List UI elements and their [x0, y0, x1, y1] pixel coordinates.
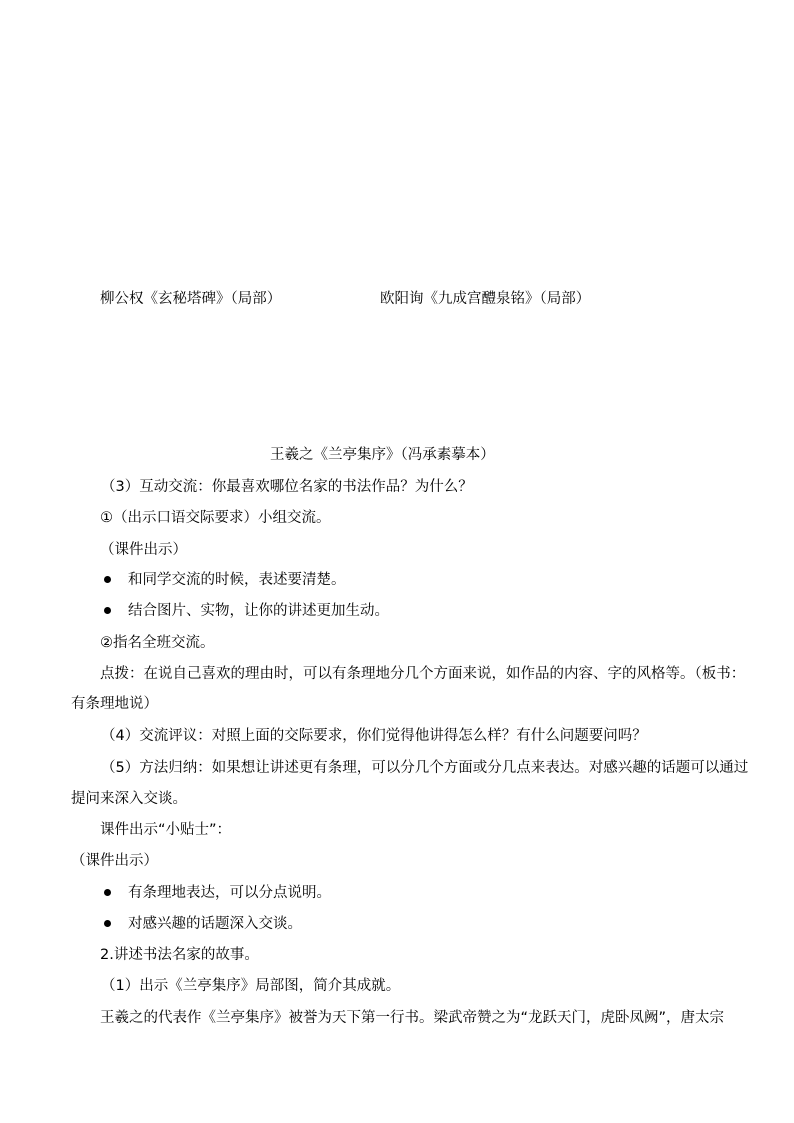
- bullet-item: 结合图片、实物，让你的讲述更加生动。: [128, 603, 389, 619]
- paragraph-tips-intro: 课件出示“小贴士”：: [100, 822, 232, 838]
- section-heading-story: 2.讲述书法名家的故事。: [100, 947, 259, 963]
- paragraph-courseware-show-2: （课件出示）: [71, 853, 158, 869]
- bullet-icon: [104, 576, 111, 583]
- paragraph-courseware-show-1: （课件出示）: [100, 542, 187, 558]
- paragraph-group-exchange: ①（出示口语交际要求）小组交流。: [100, 510, 331, 526]
- caption-wang-xizhi: 王羲之《兰亭集序》（冯承素摹本）: [270, 447, 495, 463]
- paragraph-interactive-exchange: （3）互动交流：你最喜欢哪位名家的书法作品？为什么？: [101, 479, 473, 495]
- bullet-icon: [104, 889, 111, 896]
- paragraph-evaluation: （4）交流评议：对照上面的交际要求，你们觉得他讲得怎么样？有什么问题要问吗？: [101, 728, 647, 744]
- paragraph-lanting-intro: （1）出示《兰亭集序》局部图，简介其成就。: [101, 978, 401, 994]
- paragraph-class-exchange: ②指名全班交流。: [100, 635, 215, 651]
- paragraph-hint-line2: 有条理地说）: [71, 696, 158, 712]
- paragraph-lanting-praise: 王羲之的代表作《兰亭集序》被誉为天下第一行书。梁武帝赞之为“龙跃天门，虎卧凤阙”，唐太宗: [100, 1010, 725, 1026]
- bullet-item: 有条理地表达，可以分点说明。: [128, 885, 331, 901]
- bullet-icon: [104, 920, 111, 927]
- caption-liu-gongquan: 柳公权《玄秘塔碑》（局部）: [100, 291, 282, 307]
- paragraph-method-line2: 提问来深入交谈。: [71, 791, 187, 807]
- caption-ouyang-xun: 欧阳询《九成宫醴泉铭》（局部）: [380, 291, 591, 307]
- bullet-item: 对感兴趣的话题深入交谈。: [128, 916, 302, 932]
- bullet-icon: [104, 607, 111, 614]
- paragraph-method-line1: （5）方法归纳：如果想让讲述更有条理，可以分几个方面或分几点来表达。对感兴趣的话题可以通过: [101, 760, 749, 776]
- bullet-item: 和同学交流的时候，表述要清楚。: [128, 572, 346, 588]
- paragraph-hint-line1: 点拨：在说自己喜欢的理由时，可以有条理地分几个方面来说，如作品的内容、字的风格等。（板书：: [100, 666, 746, 682]
